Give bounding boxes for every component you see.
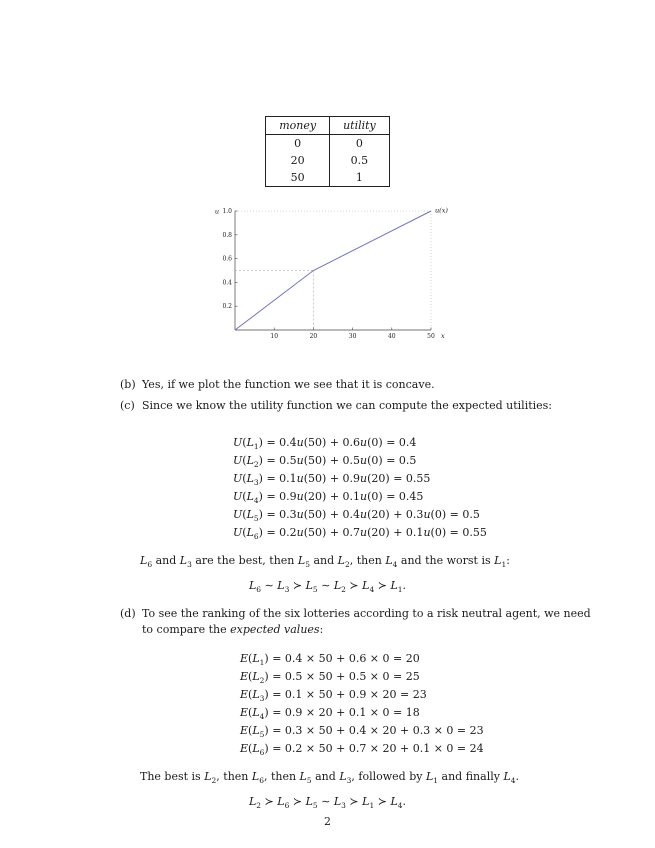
- table-cell: 20: [266, 152, 330, 169]
- item-d-line2-italic: expected values: [230, 622, 320, 636]
- table-row: [266, 135, 390, 153]
- y-tick-label: 1.0: [221, 208, 232, 215]
- x-axis-label: x: [440, 332, 445, 340]
- expected-value-equation-6: $E(L_6) = 0.2 \times 50 + 0.7 \times 20 + 0.1 \times 0 = 24$: [240, 741, 484, 757]
- table-cell: 0.5: [330, 152, 390, 169]
- table-cell: 0: [266, 135, 330, 153]
- y-axis-label: u: [214, 207, 219, 216]
- utility-function-plot: [203, 201, 453, 346]
- x-tick-label: 40: [387, 333, 396, 340]
- item-d-line2-pre: to compare the: [142, 622, 231, 636]
- item-d-line2-post: :: [319, 622, 324, 636]
- expected-value-equations-block: [240, 650, 655, 758]
- expected-value-equation-2: $E(L_2) = 0.5 \times 50 + 0.5 \times 0 = 25$: [240, 669, 420, 685]
- utility-equation-4: $U(L_4) = 0.9u(20) + 0.1u(0) = 0.45$: [233, 489, 424, 506]
- item-b-text: Yes, if we plot the function we see that it is concave.: [142, 378, 435, 391]
- utility-equation-6: $U(L_6) = 0.2u(50) + 0.7u(20) + 0.1u(0) = 0.55$: [233, 525, 487, 542]
- curve-label: u(x): [434, 206, 448, 215]
- table-header-money: money: [266, 117, 330, 135]
- utility-summary-sentence: $L_6$ and $L_3$ are the best, then $L_5$ and $L_2$, then $L_4$ and the worst is $L_1$:: [140, 553, 510, 570]
- expected-value-equation-4: $E(L_4) = 0.9 \times 20 + 0.1 \times 0 = 18$: [240, 705, 420, 721]
- expected-value-equation-5: $E(L_5) = 0.3 \times 50 + 0.4 \times 20 + 0.3 \times 0 = 23$: [240, 723, 484, 739]
- x-tick-label: 10: [269, 333, 278, 340]
- table-header-row: [266, 117, 390, 135]
- y-tick-label: 0.4: [221, 279, 232, 287]
- table-row: [266, 152, 390, 169]
- expected-value-equation-1: $E(L_1) = 0.4 \times 50 + 0.6 \times 0 = 20$: [240, 651, 420, 667]
- y-tick-label: 0.8: [221, 231, 232, 239]
- table-cell: 50: [266, 169, 330, 187]
- x-tick-label: 50: [426, 333, 435, 340]
- item-c-label: (c): [120, 398, 135, 412]
- table-cell: 0: [330, 135, 390, 153]
- item-b: [120, 377, 605, 393]
- y-tick-label: 0.2: [221, 303, 232, 311]
- utility-ranking-line: $L_6$ ∼ $L_3$ ≻ $L_5$ ∼ $L_2$ ≻ $L_4$ ≻ $L_1$.: [248, 578, 407, 595]
- utility-chart-area: [0, 201, 655, 349]
- money-utility-table: [265, 116, 390, 187]
- item-b-label: (b): [120, 378, 136, 391]
- y-tick-label: 0.6: [221, 255, 232, 263]
- page-number: 2: [324, 815, 331, 828]
- item-d-text: [142, 606, 591, 638]
- item-d-label: (d): [120, 606, 136, 620]
- table-row: [266, 169, 390, 187]
- expected-summary-sentence: The best is $L_2$, then $L_6$, then $L_5$ and $L_3$, followed by $L_1$ and finally $L_4$.: [140, 769, 520, 785]
- table-cell: 1: [330, 169, 390, 187]
- x-tick-label: 30: [348, 333, 356, 340]
- item-c-text: Since we know the utility function we can compute the expected utilities:: [142, 398, 553, 412]
- table-body: [266, 135, 390, 187]
- expected-value-equation-3: $E(L_3) = 0.1 \times 50 + 0.9 \times 20 = 23$: [240, 687, 427, 703]
- x-tick-label: 20: [309, 333, 317, 340]
- utility-equation-2: $U(L_2) = 0.5u(50) + 0.5u(0) = 0.5$: [233, 453, 417, 470]
- utility-equations-block: [233, 434, 655, 542]
- utility-equation-1: $U(L_1) = 0.4u(50) + 0.6u(0) = 0.4$: [233, 435, 417, 452]
- utility-equation-5: $U(L_5) = 0.3u(50) + 0.4u(20) + 0.3u(0) = 0.5$: [233, 507, 480, 524]
- table-header-utility: utility: [330, 117, 390, 135]
- item-d: [120, 606, 605, 638]
- item-c: [120, 398, 605, 414]
- utility-equation-3: $U(L_3) = 0.1u(50) + 0.9u(20) = 0.55$: [233, 471, 431, 488]
- expected-ranking-line: $L_2$ ≻ $L_6$ ≻ $L_5$ ∼ $L_3$ ≻ $L_1$ ≻ $L_4$.: [248, 794, 407, 810]
- item-d-line1: To see the ranking of the six lotteries according to a risk neutral agent, we need: [142, 606, 591, 620]
